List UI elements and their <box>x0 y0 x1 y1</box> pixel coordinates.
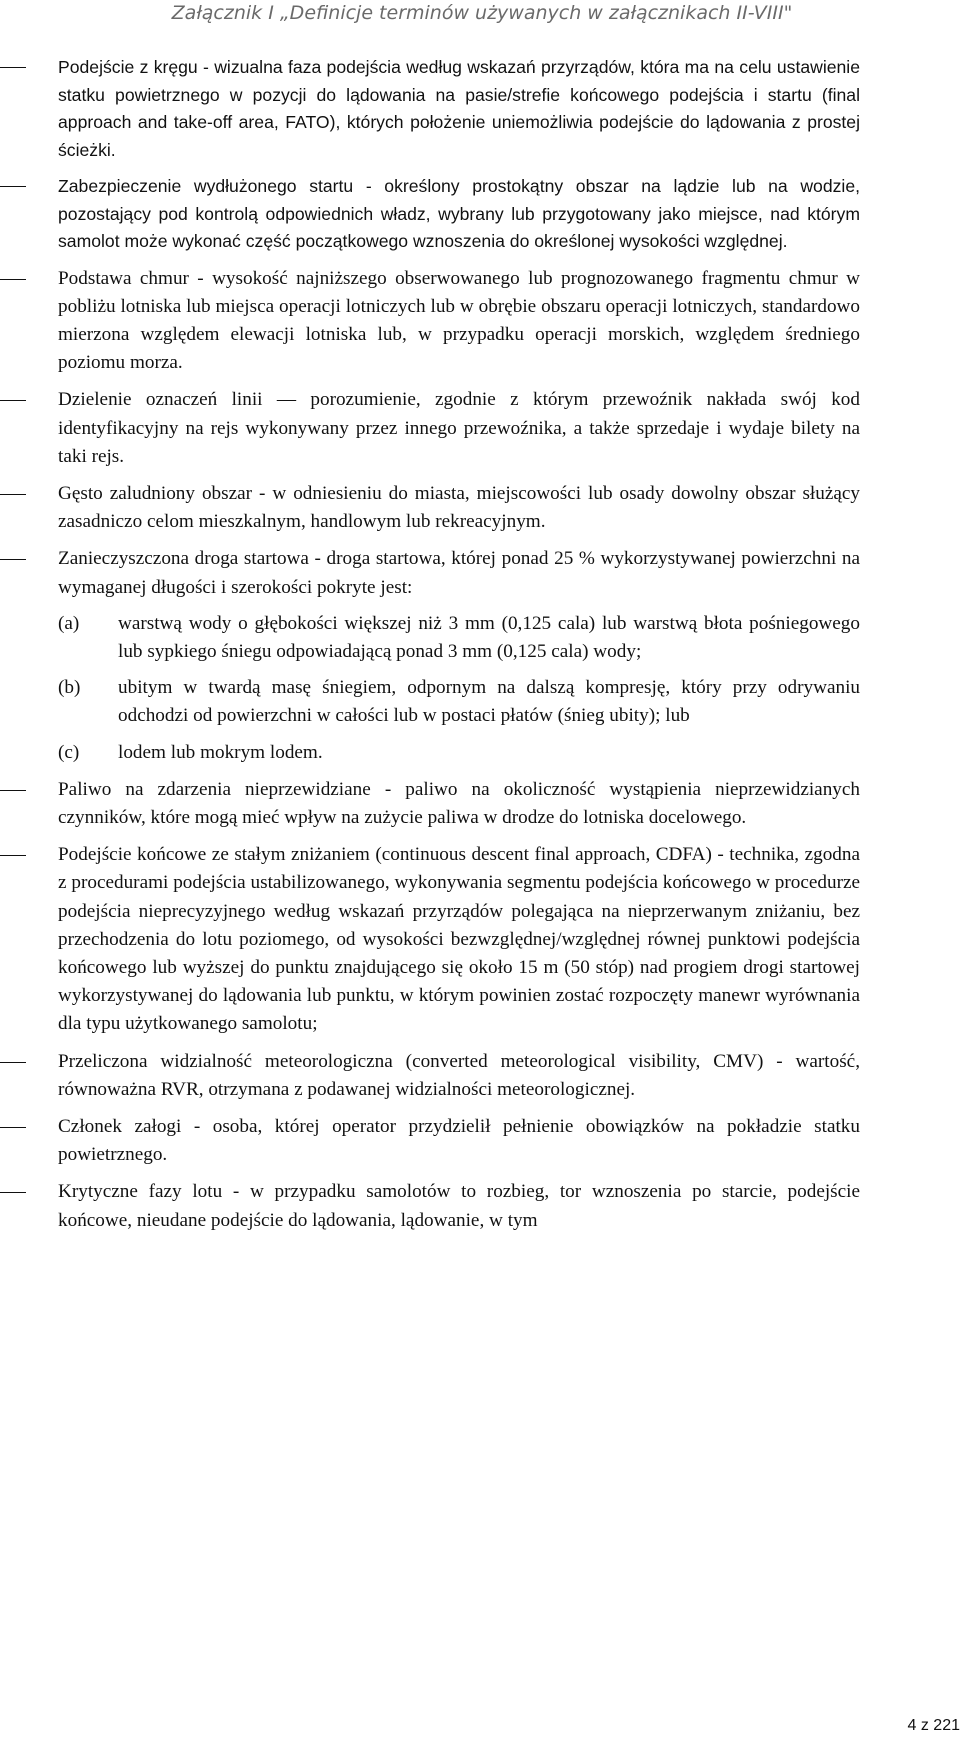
sub-item-label: (a) <box>58 612 80 634</box>
dash-marker <box>0 67 26 68</box>
definition-entry <box>0 1113 860 1169</box>
definitions-list <box>0 54 860 1244</box>
definition-text: Paliwo na zdarzenia nieprzewidziane - paliwo na okoliczność wystąpienia nieprzewidzianych czynników, które mogą mieć wpływ na zużycie paliwa w drodze do lotniska docelowego. <box>58 778 860 828</box>
dash-marker <box>0 1192 26 1193</box>
definition-text: Podejście z kręgu - wizualna faza podejścia według wskazań przyrządów, która ma na celu ustawienie statku powietrznego w pozycji do lądowania na pasie/strefie końcowego podejścia i startu (final approach and take-off area, FATO), których położenie uniemożliwia podejście do lądowania z prostej ścieżki. <box>58 57 860 160</box>
definition-text: Podstawa chmur - wysokość najniższego obserwowanego lub prognozowanego fragmentu chmur w pobliżu lotniska lub miejsca operacji lotniczych lub w obrębie obszaru operacji lotniczych, standardowo mierzona względem elewacji lotniska lub, w przypadku operacji morskich, względem średniego poziomu morza. <box>58 267 860 374</box>
definition-entry <box>0 545 860 766</box>
dash-marker <box>0 1062 26 1063</box>
definition-text: Krytyczne fazy lotu - w przypadku samolotów to rozbieg, tor wznoszenia po starcie, podejście końcowe, nieudane podejście do lądowania, lądowanie, w tym <box>58 1181 860 1231</box>
definition-text: Podejście końcowe ze stałym zniżaniem (continuous descent final approach, CDFA) - technika, zgodna z procedurami podejścia ustabilizowanego, wykonywania segmentu podejścia końcowego w procedurze podejścia nieprecyzyjnego według wskazań przyrządów polegająca na nieprzerwanym zniżaniu, bez przechodzenia do lotu poziomego, od wysokości bezwzględnej/względnej równej punktowi podejścia końcowego lub wyższej do punktu znajdującego się około 15 m (50 stóp) nad progiem drogi startowej wykorzystywanej do lądowania lub punktu, w którym powinien zostać rozpoczęty manewr wyrównania dla typu użytkowanego samolotu; <box>58 844 860 1035</box>
definition-text: Przeliczona widzialność meteorologiczna (converted meteorological visibility, CMV) - wartość, równoważna RVR, otrzymana z podawanej widzialności meteorologicznej. <box>58 1050 860 1100</box>
definition-entry <box>0 54 860 164</box>
dash-marker <box>0 494 26 495</box>
sub-list <box>58 610 860 767</box>
sub-item-text: lodem lub mokrym lodem. <box>118 741 323 763</box>
sub-item-text: warstwą wody o głębokości większej niż 3 mm (0,125 cala) lub warstwą błota pośniegowego lub sypkiego śniegu odpowiadającą ponad 3 mm (0,125 cala) wody; <box>118 612 860 662</box>
definition-text: Gęsto zaludniony obszar - w odniesieniu do miasta, miejscowości lub osady dowolny obszar służący zasadniczo celom mieszkalnym, handlowym lub rekreacyjnym. <box>58 482 860 533</box>
dash-marker <box>0 279 26 280</box>
dash-marker <box>0 790 26 791</box>
definition-entry <box>0 173 860 256</box>
sub-item-label: (b) <box>58 677 81 699</box>
page-header: Załącznik I „Definicje terminów używanych w załącznikach II-VIII" <box>171 2 793 24</box>
dash-marker <box>0 559 26 560</box>
sub-item <box>58 610 860 666</box>
definition-text: Zabezpieczenie wydłużonego startu - określony prostokątny obszar na lądzie lub na wodzie, pozostający pod kontrolą odpowiednich władz, wybrany lub przygotowany jako miejsce, nad którym samolot może wykonać część początkowego wznoszenia do określonej wysokości względnej. <box>58 176 860 251</box>
dash-marker <box>0 855 26 856</box>
definition-entry <box>0 776 860 832</box>
page-number: 4 z 221 <box>907 1717 960 1734</box>
definition-text: Dzielenie oznaczeń linii ― porozumienie, zgodnie z którym przewoźnik nakłada swój kod identyfikacyjny na rejs wykonywany przez innego przewoźnika, a także sprzedaje i wydaje bilety na taki rejs. <box>58 389 860 467</box>
definition-entry <box>0 386 860 471</box>
definition-text: Zanieczyszczona droga startowa - droga startowa, której ponad 25 % wykorzystywanej powierzchni na wymaganej długości i szerokości pokryte jest: <box>58 548 860 598</box>
dash-marker <box>0 186 26 187</box>
sub-item-text: ubitym w twardą masę śniegiem, odpornym na dalszą kompresję, który przy odrywaniu odchodzi od powierzchni w całości lub w postaci płatów (śnieg ubity); lub <box>118 677 860 727</box>
sub-item-label: (c) <box>58 741 80 763</box>
definition-entry <box>0 841 860 1038</box>
definition-entry <box>0 1048 860 1104</box>
sub-item <box>58 739 860 767</box>
dash-marker <box>0 400 26 401</box>
sub-item <box>58 674 860 730</box>
definition-entry <box>0 1178 860 1234</box>
definition-entry <box>0 265 860 378</box>
definition-text: Członek załogi - osoba, której operator przydzielił pełnienie obowiązków na pokładzie statku powietrznego. <box>58 1115 860 1166</box>
definition-entry <box>0 480 860 536</box>
dash-marker <box>0 1127 26 1128</box>
